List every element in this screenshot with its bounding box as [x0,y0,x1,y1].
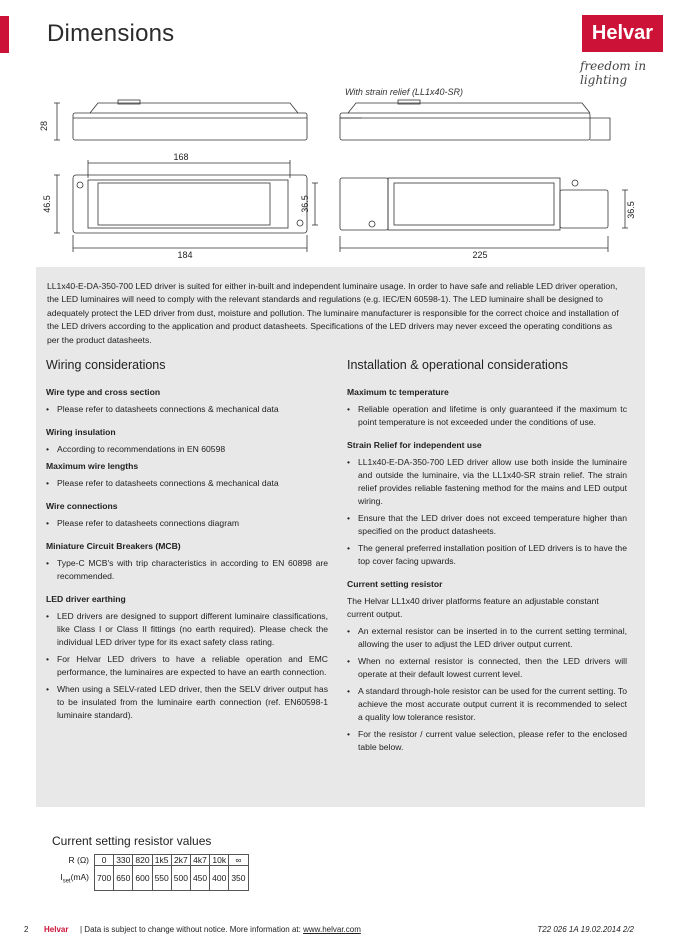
max-length-heading: Maximum wire lengths [46,461,139,471]
page-title: Dimensions [47,20,175,47]
list-item: • Ensure that the LED driver does not exceed temperature higher than specified on the product datasheets. [347,512,627,538]
list-item: • Please refer to datasheets connections & mechanical data [46,477,328,490]
list-item: • LL1x40-E-DA-350-700 LED driver allow use both inside the luminaire and outside the luminaire, via the LL1x40-SR strain relief. The strain relief provides reliable fastening method for the mains and LED output wiring. [347,456,627,508]
i-value: 500 [171,866,190,891]
resistor-row [47,855,248,866]
dim-height: 28 [39,120,49,132]
installation-column [347,359,627,758]
list-item: • When using a SELV-rated LED driver, then the SELV driver output has to be insulated from the luminaire earth connection (ref. EN60598-1 luminaire standard). [46,683,328,722]
list-item: • When no external resistor is connected, then the LED drivers will operate at their default lowest current level. [347,655,627,681]
list-item: • Please refer to datasheets connections & mechanical data [46,403,328,416]
connections-heading: Wire connections [46,501,118,511]
r-value: 820 [133,855,152,866]
i-value: 400 [210,866,229,891]
r-value: 10k [210,855,229,866]
list-item: • Please refer to datasheets connections diagram [46,517,328,530]
i-value: 550 [152,866,171,891]
dim-width-left: 46.5 [42,195,52,213]
top-view-left [54,160,318,252]
dim-width-inner: 36.5 [300,195,310,213]
current-resistor-heading: Current setting resistor [347,579,443,589]
dim-length-sr: 225 [472,250,488,260]
r-value: 1k5 [152,855,171,866]
list-item: • For the resistor / current value selection, please refer to the enclosed table below. [347,728,627,754]
wiring-heading: Wiring considerations [46,358,166,372]
dim-inner-length: 168 [173,152,189,162]
footer-brand: Helvar [44,925,69,934]
mcb-heading: Miniature Circuit Breakers (MCB) [46,541,181,551]
intro-paragraph: LL1x40-E-DA-350-700 LED driver is suited for either in-built and independent luminaire usage. In order to have safe and reliable LED driver operation, the LED luminaires will need to comply with the relevant standards and regulations (e.g. IEC/EN 60598-1). The LED luminaire shall be designed to adequately protect the LED driver from dust, moisture and pollution. The luminaire manufacturer is responsible for the correct choice and installation of the LED drivers according to the application and product datasheets. Specifications of the LED drivers may never exceed the operating conditions as per the product datasheets. [47,281,619,345]
tagline: freedom in lighting [580,59,647,87]
r-value: 0 [95,855,114,866]
dimension-drawing [0,0,677,265]
list-item: • Reliable operation and lifetime is only guaranteed if the maximum tc point temperature is not exceeded under the conditions of use. [347,403,627,429]
r-value: ∞ [229,855,248,866]
tc-heading: Maximum tc temperature [347,387,449,397]
r-value: 330 [114,855,133,866]
footer-note: | Data is subject to change without notice. More information at: www.helvar.com [80,925,361,934]
r-label: R (Ω) [68,855,89,865]
wire-type-heading: Wire type and cross section [46,387,161,397]
list-item: • According to recommendations in EN 60598 [46,443,328,456]
list-item: • For Helvar LED drivers to have a reliable operation and EMC performance, the luminaires are expected to have an earth connection. [46,653,328,679]
wiring-column [46,359,328,726]
helvar-link[interactable]: www.helvar.com [303,925,361,934]
strain-relief-label: With strain relief (LL1x40-SR) [345,87,463,97]
i-value: 650 [114,866,133,891]
list-item: • The general preferred installation position of LED drivers is to have the top cover facing upwards. [347,542,627,568]
r-value: 2k7 [171,855,190,866]
resistor-table-title: Current setting resistor values [52,834,212,848]
r-value: 4k7 [190,855,209,866]
i-value: 450 [190,866,209,891]
current-resistor-paragraph: The Helvar LL1x40 driver platforms feature an adjustable constant current output. [347,596,599,619]
i-value: 700 [95,866,114,891]
dim-length: 184 [177,250,193,260]
side-view-left [54,100,307,140]
earthing-heading: LED driver earthing [46,594,126,604]
resistor-table [47,854,249,891]
i-label: $I_{set}(mA)$ [60,871,89,885]
installation-heading: Installation & operational considerations [347,358,568,372]
list-item: • LED drivers are designed to support different luminaire classifications, like Class I or Class II fittings (no earth required). Please check the individual LED driver type for its exact safety class rating. [46,610,328,649]
helvar-logo: Helvar [582,15,663,52]
top-view-right [340,178,628,252]
insulation-heading: Wiring insulation [46,427,116,437]
page-number: 2 [24,925,29,934]
list-item: • Type-C MCB's with trip characteristics in according to EN 60898 are recommended. [46,557,328,583]
i-value: 350 [229,866,248,891]
side-view-right [340,100,610,140]
document-code: T22 026 1A 19.02.2014 2/2 [537,925,634,934]
strain-relief-heading: Strain Relief for independent use [347,440,482,450]
dim-width-sr: 36.5 [626,201,636,219]
i-value: 600 [133,866,152,891]
list-item: • An external resistor can be inserted in to the current setting terminal, allowing the user to adjust the LED driver output current. [347,625,627,651]
list-item: • A standard through-hole resistor can be used for the current setting. To achieve the most accurate output current it is recommended to select a quality low tolerance resistor. [347,685,627,724]
current-row [47,866,248,891]
